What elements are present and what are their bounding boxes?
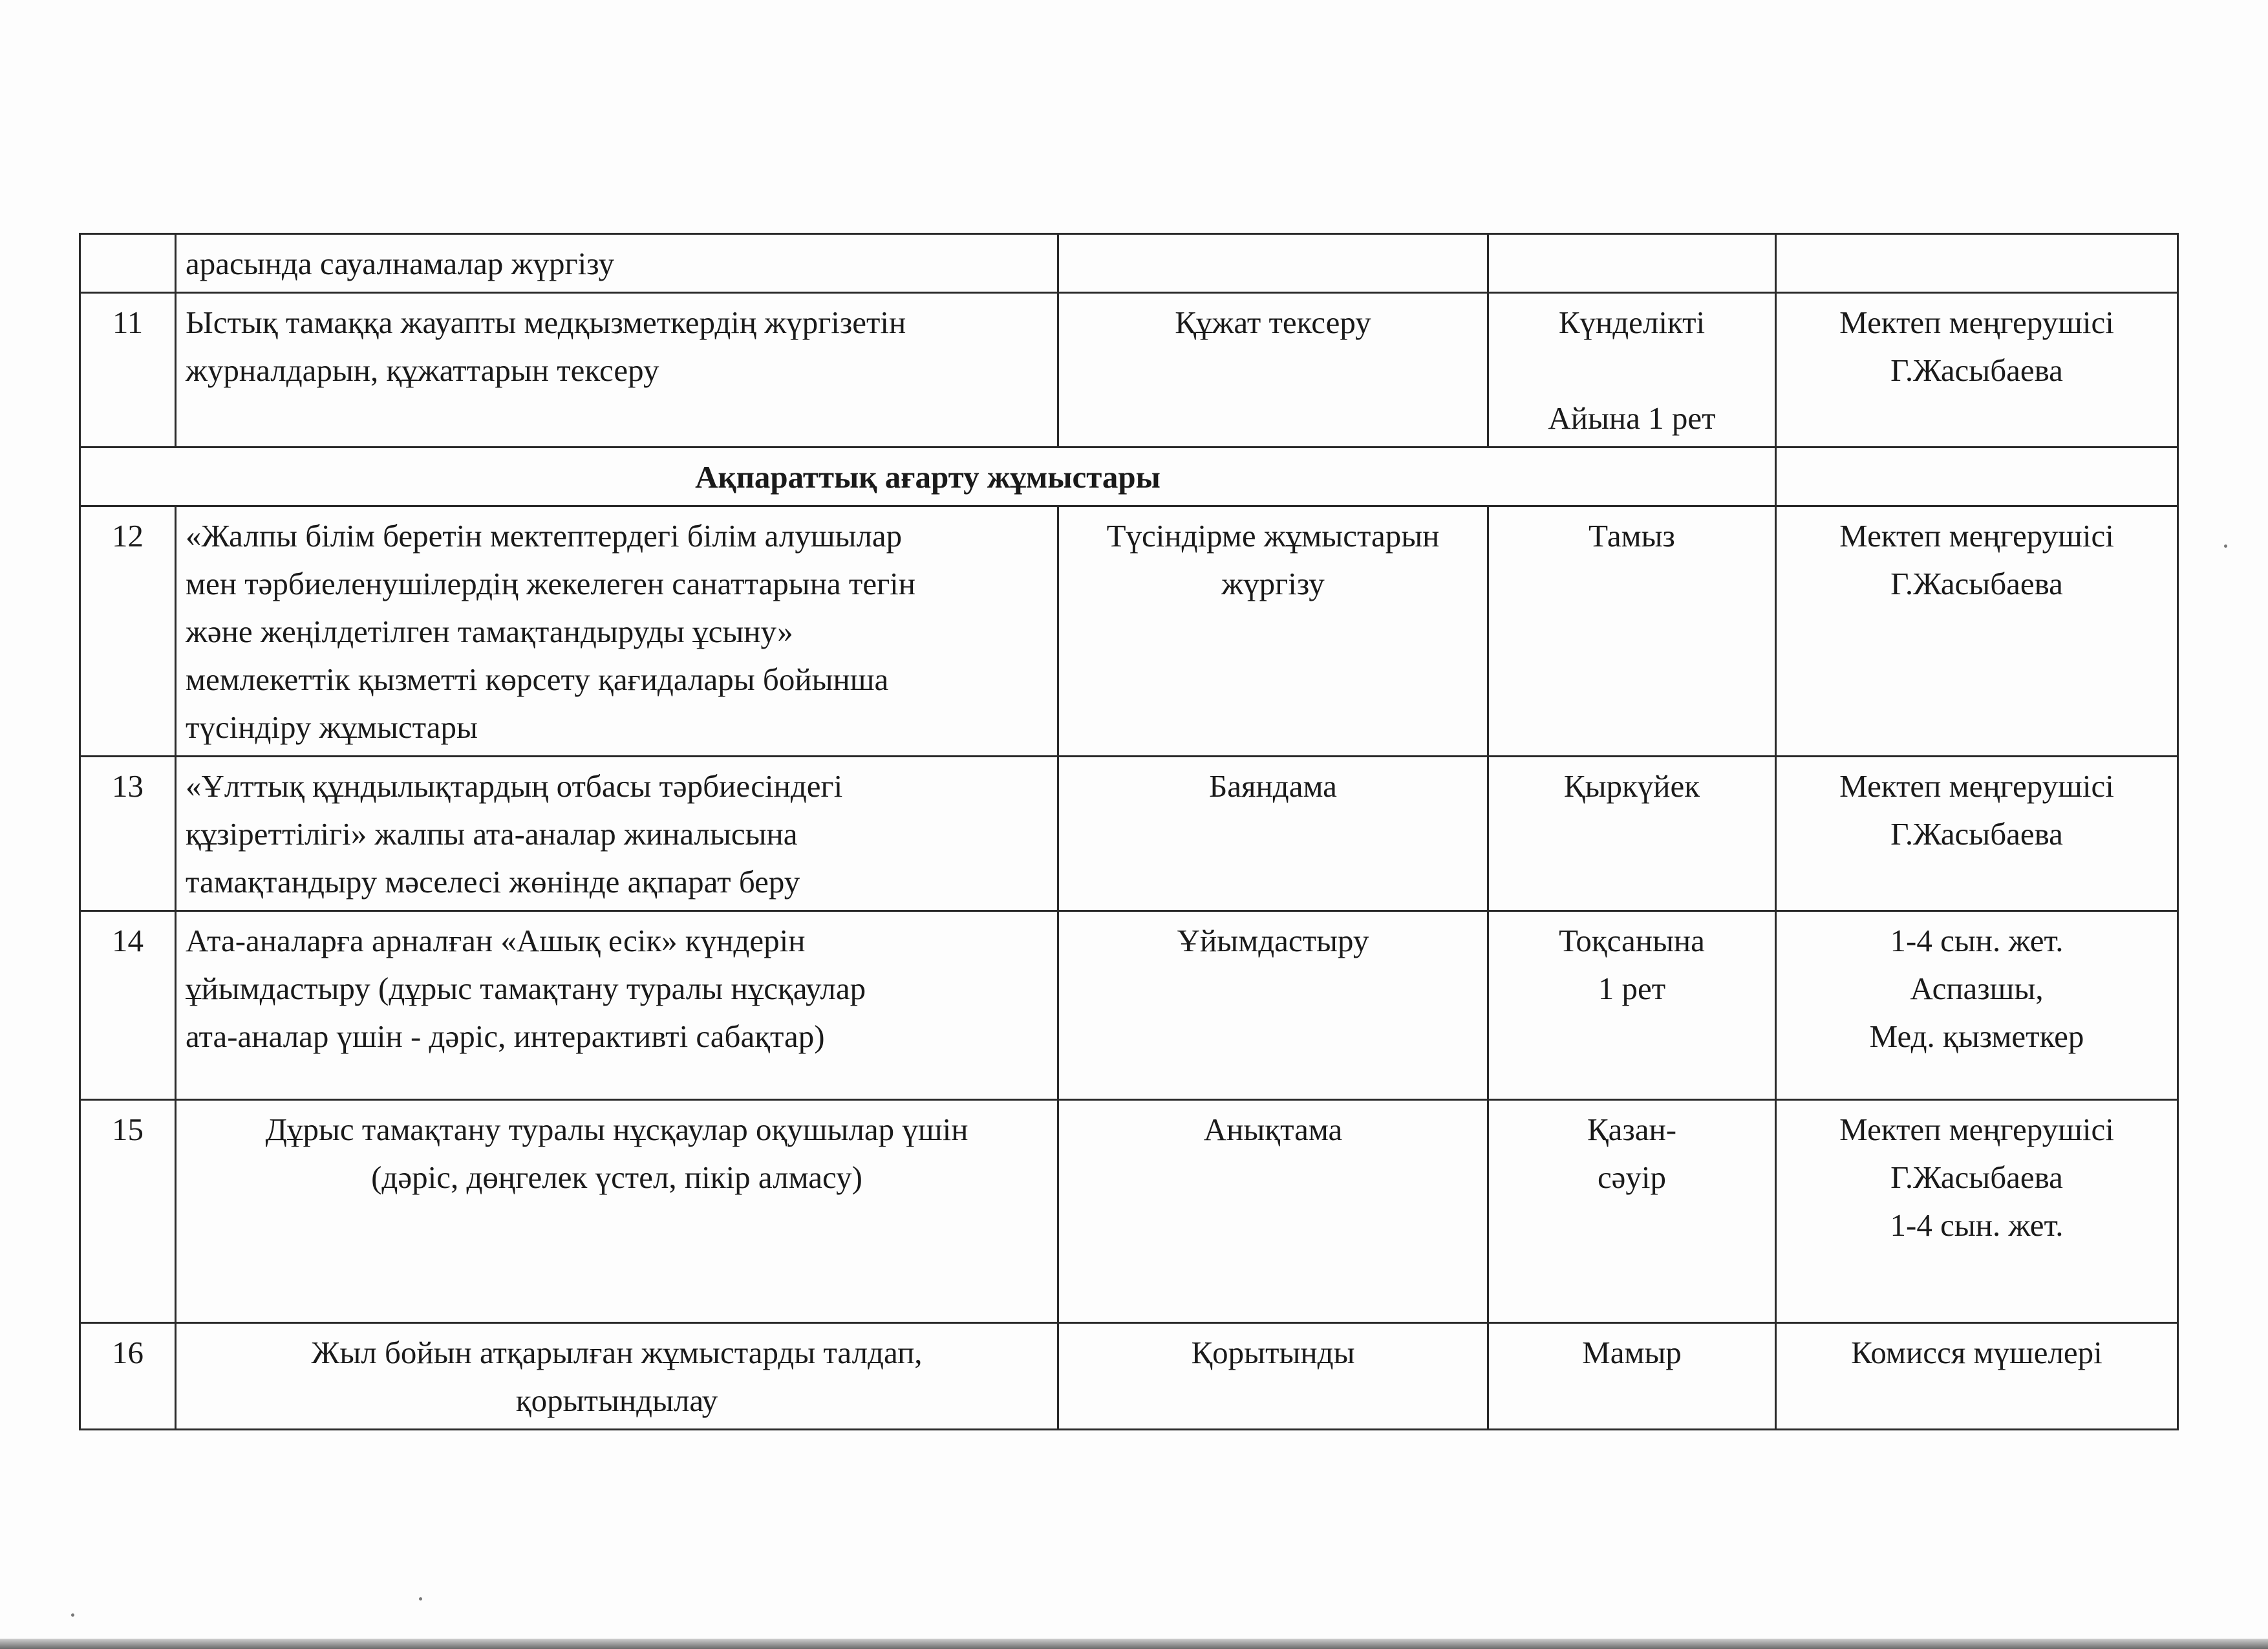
form-cell: Анықтама bbox=[1058, 1100, 1488, 1323]
responsible-line: Мектеп меңгерушісі bbox=[1839, 518, 2114, 554]
activity-cell bbox=[176, 1100, 1058, 1323]
activity-line: қорытындылау bbox=[515, 1383, 718, 1418]
row-number-cell: 15 bbox=[80, 1100, 176, 1323]
activity-line: Ыстық тамаққа жауапты медқызметкердің жүргізетін bbox=[186, 305, 906, 340]
section-row bbox=[80, 447, 2178, 506]
activity-cell: арасында сауалнамалар жүргізу bbox=[176, 234, 1058, 293]
activity-line: (дәріс, дөңгелек үстел, пікір алмасу) bbox=[371, 1159, 862, 1195]
form-cell: Ұйымдастыру bbox=[1058, 911, 1488, 1100]
responsible-cell bbox=[1776, 911, 2178, 1100]
section-empty-cell bbox=[1776, 447, 2178, 506]
responsible-cell bbox=[1776, 293, 2178, 447]
table-row bbox=[80, 1100, 2178, 1323]
row-number-cell: 14 bbox=[80, 911, 176, 1100]
responsible-cell bbox=[1776, 506, 2178, 757]
table-row bbox=[80, 1323, 2178, 1430]
table-row bbox=[80, 293, 2178, 447]
responsible-cell bbox=[1776, 234, 2178, 293]
activity-line: журналдарын, құжаттарын тексеру bbox=[186, 352, 659, 388]
time-line: Күнделікті bbox=[1558, 305, 1706, 340]
responsible-line: Г.Жасыбаева bbox=[1890, 816, 2063, 852]
time-cell bbox=[1488, 911, 1776, 1100]
row-number-cell: 16 bbox=[80, 1323, 176, 1430]
time-cell: Мамыр bbox=[1488, 1323, 1776, 1430]
table-row bbox=[80, 757, 2178, 911]
time-line: 1 рет bbox=[1598, 971, 1666, 1006]
time-line: Тоқсанына bbox=[1559, 923, 1705, 958]
row-number-cell bbox=[80, 234, 176, 293]
activity-cell bbox=[176, 293, 1058, 447]
activity-line: мен тәрбиеленушілердің жекелеген санаттарына тегін bbox=[186, 566, 916, 601]
responsible-line: Мектеп меңгерушісі bbox=[1839, 1112, 2114, 1147]
form-cell bbox=[1058, 506, 1488, 757]
activity-cell bbox=[176, 757, 1058, 911]
responsible-cell bbox=[1776, 1100, 2178, 1323]
activity-line: Ата-аналарға арналған «Ашық есік» күндерін bbox=[186, 923, 806, 958]
scan-speck bbox=[419, 1597, 422, 1600]
time-cell bbox=[1488, 293, 1776, 447]
responsible-line: Г.Жасыбаева bbox=[1890, 1159, 2063, 1195]
activity-cell bbox=[176, 1323, 1058, 1430]
activity-line: ұйымдастыру (дұрыс тамақтану туралы нұсқаулар bbox=[186, 971, 866, 1006]
responsible-line: Г.Жасыбаева bbox=[1890, 352, 2063, 388]
table-row bbox=[80, 911, 2178, 1100]
section-title: Ақпараттық ағарту жұмыстары bbox=[80, 447, 1776, 506]
activity-line: тамақтандыру мәселесі жөнінде ақпарат беру bbox=[186, 864, 800, 900]
activity-line: және жеңілдетілген тамақтандыруды ұсыну» bbox=[186, 614, 793, 649]
responsible-line: 1-4 сын. жет. bbox=[1890, 923, 2064, 958]
plan-table bbox=[79, 233, 2179, 1430]
responsible-line: Г.Жасыбаева bbox=[1890, 566, 2063, 601]
table-row bbox=[80, 234, 2178, 293]
row-number-cell: 11 bbox=[80, 293, 176, 447]
responsible-cell bbox=[1776, 757, 2178, 911]
activity-line: Дұрыс тамақтану туралы нұсқаулар оқушылар үшін bbox=[265, 1112, 968, 1147]
form-cell bbox=[1058, 234, 1488, 293]
activity-cell bbox=[176, 506, 1058, 757]
responsible-line: Аспазшы, bbox=[1910, 971, 2044, 1006]
time-cell: Қыркүйек bbox=[1488, 757, 1776, 911]
row-number-cell: 13 bbox=[80, 757, 176, 911]
activity-line: ата-аналар үшін - дәріс, интерактивті сабақтар) bbox=[186, 1018, 825, 1054]
activity-line: Жыл бойын атқарылған жұмыстарды талдап, bbox=[311, 1335, 923, 1370]
form-line: Түсіндірме жұмыстарын bbox=[1106, 518, 1440, 554]
activity-line: құзіреттілігі» жалпы ата-аналар жиналысына bbox=[186, 816, 798, 852]
activity-cell bbox=[176, 911, 1058, 1100]
activity-line: мемлекеттік қызметті көрсету қағидалары бойынша bbox=[186, 662, 889, 697]
form-line: жүргізу bbox=[1221, 566, 1325, 601]
time-cell: Тамыз bbox=[1488, 506, 1776, 757]
scan-bottom-edge bbox=[0, 1639, 2268, 1649]
time-cell bbox=[1488, 1100, 1776, 1323]
time-line: сәуір bbox=[1597, 1159, 1667, 1195]
responsible-line: 1-4 сын. жет. bbox=[1890, 1207, 2064, 1243]
responsible-cell: Комисся мүшелері bbox=[1776, 1323, 2178, 1430]
activity-line: түсіндіру жұмыстары bbox=[186, 709, 478, 745]
form-cell: Баяндама bbox=[1058, 757, 1488, 911]
responsible-line: Мектеп меңгерушісі bbox=[1839, 768, 2114, 804]
form-cell: Қорытынды bbox=[1058, 1323, 1488, 1430]
row-number-cell: 12 bbox=[80, 506, 176, 757]
activity-line: «Жалпы білім беретін мектептердегі білім алушылар bbox=[186, 518, 903, 554]
responsible-line: Мед. қызметкер bbox=[1869, 1018, 2084, 1054]
scan-speck bbox=[71, 1613, 74, 1617]
time-line: Қазан- bbox=[1587, 1112, 1677, 1147]
table-row bbox=[80, 506, 2178, 757]
activity-line: «Ұлттық құндылықтардың отбасы тәрбиесіндегі bbox=[186, 768, 843, 804]
time-line: Айына 1 рет bbox=[1548, 400, 1716, 436]
responsible-line: Мектеп меңгерушісі bbox=[1839, 305, 2114, 340]
time-cell bbox=[1488, 234, 1776, 293]
scan-speck bbox=[2224, 544, 2227, 548]
form-cell: Құжат тексеру bbox=[1058, 293, 1488, 447]
